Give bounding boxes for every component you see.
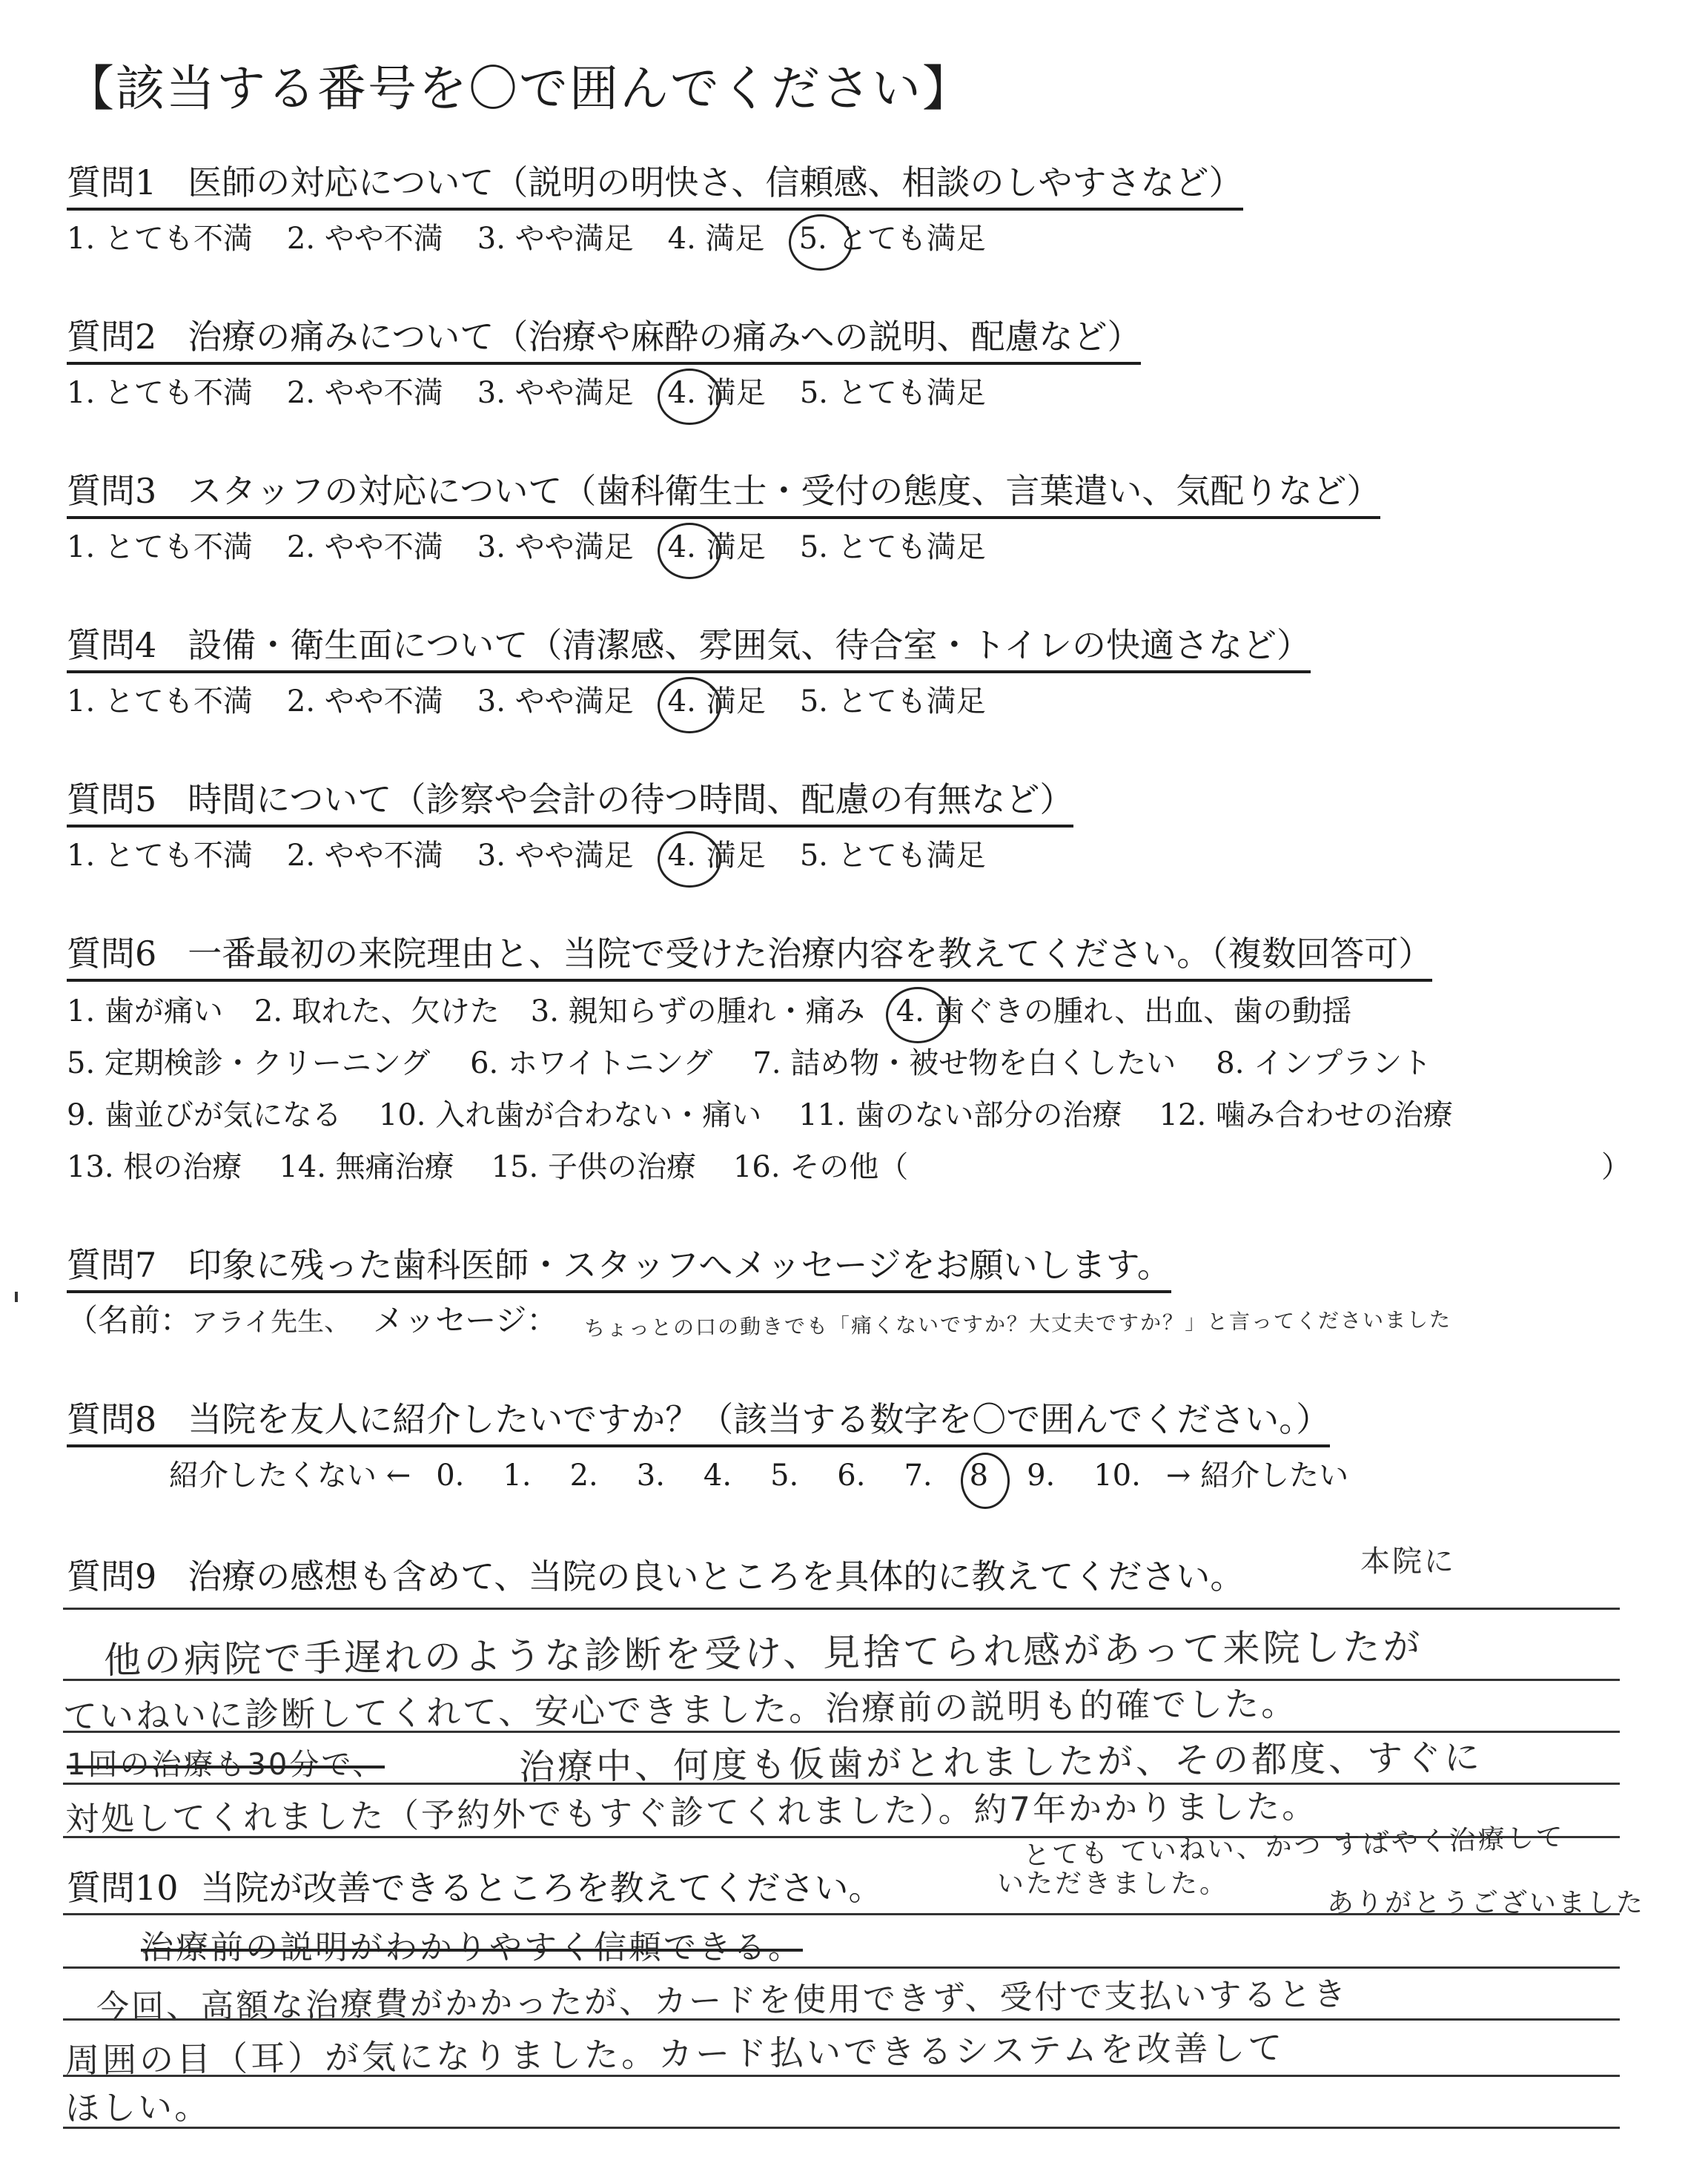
q10-rule-2 bbox=[63, 1966, 1620, 1969]
q2-options bbox=[67, 369, 986, 412]
q6-options-row2 bbox=[67, 1040, 1431, 1082]
q4-title: 設備・衛生面について（清潔感、雰囲気、待合室・トイレの快適さなど） bbox=[188, 625, 1311, 665]
q9-struck: 1回の治療も30分で、 bbox=[67, 1748, 385, 1782]
q10-line-1[interactable]: 今回、高額な治療費がかかったが、カードを使用できず、受付で支払いするとき bbox=[96, 1975, 1348, 2027]
q9-line-2[interactable]: ていねいに診断してくれて、安心できました。治療前の説明も的確でした。 bbox=[62, 1683, 1298, 1737]
q2-option-1[interactable]: 1. とても不満 bbox=[67, 376, 253, 410]
q8-score-4[interactable]: 4. bbox=[703, 1459, 732, 1493]
q5-option-5[interactable]: 5. とても満足 bbox=[799, 839, 986, 873]
q9-title-row bbox=[67, 1550, 1244, 1599]
q8-score-0[interactable]: 0. bbox=[436, 1459, 465, 1493]
q9-line-1[interactable]: 他の病院で手遅れのような診断を受け、見捨てられ感があって来院したが bbox=[103, 1625, 1423, 1682]
q6-options-row1 bbox=[67, 988, 1351, 1030]
q5-title-row bbox=[67, 773, 1073, 828]
q3-title: スタッフの対応について（歯科衛生士・受付の態度、言葉遣い、気配りなど） bbox=[188, 471, 1381, 511]
q4-option-2[interactable]: 2. やや不満 bbox=[286, 684, 443, 719]
q10-struck-wrap bbox=[141, 1920, 803, 1968]
q3-number: 質問3 bbox=[67, 471, 157, 511]
q6-option-4-label: 歯ぐきの腫れ、出血、歯の動揺 bbox=[934, 994, 1352, 1028]
q5-number: 質問5 bbox=[67, 779, 157, 819]
q5-option-4-circled[interactable]: 4. bbox=[667, 839, 696, 873]
q10-rule-1 bbox=[63, 1913, 1620, 1915]
q10-struck: 治療前の説明がわかりやすく信頼できる。 bbox=[141, 1929, 803, 1966]
q9-extra-2: いただきました。 bbox=[997, 1869, 1229, 1899]
q8-title: 当院を友人に紹介したいですか？（該当する数字を〇で囲んでください。） bbox=[188, 1399, 1331, 1439]
margin-mark bbox=[15, 1292, 18, 1302]
q8-scale bbox=[169, 1452, 1348, 1494]
q1-title: 医師の対応について（説明の明快さ、信頼感、相談のしやすさなど） bbox=[188, 162, 1243, 202]
q8-score-3[interactable]: 3. bbox=[636, 1459, 665, 1493]
q9-insert: 本院に bbox=[1360, 1545, 1456, 1579]
page-header: 【該当する番号を〇で囲んでください】 bbox=[65, 60, 973, 117]
q4-number: 質問4 bbox=[67, 625, 157, 665]
q1-option-3[interactable]: 3. やや満足 bbox=[477, 222, 634, 256]
q7-title-row bbox=[67, 1238, 1171, 1293]
q2-option-3[interactable]: 3. やや満足 bbox=[477, 376, 634, 410]
q7-name-value[interactable]: アライ先生、 bbox=[191, 1306, 351, 1339]
q8-score-8-circled[interactable]: 8 bbox=[969, 1459, 989, 1493]
q1-title-row bbox=[67, 156, 1243, 211]
q2-title: 治療の痛みについて（治療や麻酔の痛みへの説明、配慮など） bbox=[188, 317, 1142, 357]
q8-score-6[interactable]: 6. bbox=[837, 1459, 866, 1493]
q10-rule-3 bbox=[63, 2018, 1620, 2021]
q10-rule-4 bbox=[63, 2075, 1620, 2077]
q4-option-5[interactable]: 5. とても満足 bbox=[799, 684, 986, 719]
q4-option-3[interactable]: 3. やや満足 bbox=[477, 684, 634, 719]
q8-number: 質問8 bbox=[67, 1399, 157, 1439]
q6-option-12[interactable]: 12. 噛み合わせの治療 bbox=[1159, 1098, 1453, 1132]
q10-title-row bbox=[67, 1861, 883, 1910]
q1-options bbox=[67, 215, 986, 257]
q6-option-6[interactable]: 6. ホワイトニング bbox=[470, 1046, 713, 1080]
q3-option-4-circled[interactable]: 4. bbox=[667, 530, 696, 564]
q8-left-label: 紹介したくない ← bbox=[169, 1459, 411, 1493]
q8-score-2[interactable]: 2. bbox=[569, 1459, 598, 1493]
q7-message-value[interactable]: ちょっとの口の動きでも「痛くないですか？大丈夫ですか？」と言ってくださいました bbox=[584, 1307, 1452, 1341]
q2-number: 質問2 bbox=[67, 317, 157, 357]
q2-option-2[interactable]: 2. やや不満 bbox=[286, 376, 443, 410]
q7-title: 印象に残った歯科医師・スタッフへメッセージをお願いします。 bbox=[188, 1245, 1171, 1285]
q6-option-8[interactable]: 8. インプラント bbox=[1216, 1046, 1432, 1080]
q6-title: 一番最初の来院理由と、当院で受けた治療内容を教えてください。（複数回答可） bbox=[188, 934, 1433, 974]
q6-option-14[interactable]: 14. 無痛治療 bbox=[279, 1150, 454, 1184]
q10-line-2[interactable]: 周囲の目（耳）が気になりました。カード払いできるシステムを改善して bbox=[64, 2027, 1285, 2081]
q6-option-15[interactable]: 15. 子供の治療 bbox=[491, 1150, 696, 1184]
q5-option-2[interactable]: 2. やや不満 bbox=[286, 839, 443, 873]
q7-answer-row bbox=[67, 1296, 1452, 1341]
q8-score-7[interactable]: 7. bbox=[904, 1459, 933, 1493]
q6-option-2[interactable]: 2. 取れた、欠けた bbox=[254, 994, 500, 1028]
q9-rule-1 bbox=[63, 1608, 1620, 1610]
q3-option-1[interactable]: 1. とても不満 bbox=[67, 530, 253, 564]
q4-option-4-circled[interactable]: 4. bbox=[667, 684, 696, 719]
q9-rule-2 bbox=[63, 1679, 1620, 1681]
q4-title-row bbox=[67, 618, 1311, 673]
q2-title-row bbox=[67, 310, 1141, 365]
q6-option-16[interactable]: 16. その他（ bbox=[732, 1150, 909, 1184]
q1-option-4[interactable]: 4. 満足 bbox=[667, 222, 765, 256]
q6-option-4-circled[interactable]: 4. bbox=[896, 994, 924, 1028]
q6-option-13[interactable]: 13. 根の治療 bbox=[67, 1150, 242, 1184]
q6-options-row3 bbox=[67, 1091, 1453, 1134]
q4-options bbox=[67, 678, 986, 720]
q9-extra-1: とても ていねい、かつ すばやく治療して bbox=[1022, 1822, 1566, 1872]
q8-right-label: → 紹介したい bbox=[1165, 1459, 1349, 1493]
q9-line-3[interactable]: 治療中、何度も仮歯がとれましたが、その都度、すぐに bbox=[518, 1737, 1483, 1789]
q6-option-10[interactable]: 10. 入れ歯が合わない・痛い bbox=[378, 1098, 762, 1132]
q7-number: 質問7 bbox=[67, 1245, 157, 1285]
q9-struck-wrap bbox=[67, 1741, 385, 1783]
q5-option-1[interactable]: 1. とても不満 bbox=[67, 839, 253, 873]
q1-option-5-label: とても満足 bbox=[837, 222, 986, 256]
q3-option-5[interactable]: 5. とても満足 bbox=[799, 530, 986, 564]
q8-score-9[interactable]: 9. bbox=[1027, 1459, 1056, 1493]
q5-option-4-label: 満足 bbox=[706, 839, 766, 873]
q1-option-1[interactable]: 1. とても不満 bbox=[67, 222, 253, 256]
q1-option-2[interactable]: 2. やや不満 bbox=[286, 222, 443, 256]
q6-option-1[interactable]: 1. 歯が痛い bbox=[67, 994, 223, 1028]
q9-number: 質問9 bbox=[67, 1556, 157, 1596]
q3-option-2[interactable]: 2. やや不満 bbox=[286, 530, 443, 564]
q9-line-4[interactable]: 対処してくれました（予約外でもすぐ診てくれました）。約7年かかりました。 bbox=[64, 1786, 1318, 1839]
q2-option-4-label: 満足 bbox=[706, 376, 766, 410]
q10-title: 当院が改善できるところを教えてください。 bbox=[200, 1868, 883, 1908]
q4-option-1[interactable]: 1. とても不満 bbox=[67, 684, 253, 719]
q4-option-4-label: 満足 bbox=[706, 684, 766, 719]
q2-option-4-circled[interactable]: 4. bbox=[667, 376, 696, 410]
q8-score-5[interactable]: 5. bbox=[770, 1459, 799, 1493]
q2-option-5[interactable]: 5. とても満足 bbox=[799, 376, 986, 410]
q6-option-16-close: ） bbox=[1601, 1150, 1631, 1184]
q10-number: 質問10 bbox=[67, 1868, 179, 1908]
q5-title: 時間について（診察や会計の待つ時間、配慮の有無など） bbox=[188, 779, 1074, 819]
q6-option-9[interactable]: 9. 歯並びが気になる bbox=[67, 1098, 342, 1132]
q3-options bbox=[67, 524, 986, 566]
q6-option-7[interactable]: 7. 詰め物・被せ物を白くしたい bbox=[752, 1046, 1176, 1080]
q3-option-4-label: 満足 bbox=[706, 530, 766, 564]
q5-options bbox=[67, 832, 986, 874]
q6-option-11[interactable]: 11. 歯のない部分の治療 bbox=[798, 1098, 1122, 1132]
q6-option-3[interactable]: 3. 親知らずの腫れ・痛み bbox=[530, 994, 865, 1028]
q5-option-3[interactable]: 3. やや満足 bbox=[477, 839, 634, 873]
q8-score-1[interactable]: 1. bbox=[503, 1459, 532, 1493]
q3-title-row bbox=[67, 464, 1380, 519]
q6-option-5[interactable]: 5. 定期検診・クリーニング bbox=[67, 1046, 431, 1080]
q9-extra-3: ありがとうございました bbox=[1327, 1888, 1646, 1918]
q7-message-label: メッセージ： bbox=[372, 1302, 558, 1338]
q7-name-label: （名前： bbox=[67, 1302, 192, 1338]
q6-options-row4 bbox=[67, 1143, 1631, 1186]
q6-title-row bbox=[67, 927, 1432, 982]
q1-number: 質問1 bbox=[67, 162, 157, 202]
q10-rule-5 bbox=[63, 2127, 1620, 2129]
q9-title: 治療の感想も含めて、当院の良いところを具体的に教えてください。 bbox=[188, 1556, 1245, 1596]
q8-title-row bbox=[67, 1393, 1330, 1447]
q10-line-3[interactable]: ほしい。 bbox=[64, 2086, 211, 2129]
q6-number: 質問6 bbox=[67, 934, 157, 974]
q8-score-10[interactable]: 10. bbox=[1093, 1459, 1141, 1493]
q3-option-3[interactable]: 3. やや満足 bbox=[477, 530, 634, 564]
q1-option-5-circled[interactable]: 5. bbox=[798, 222, 827, 256]
